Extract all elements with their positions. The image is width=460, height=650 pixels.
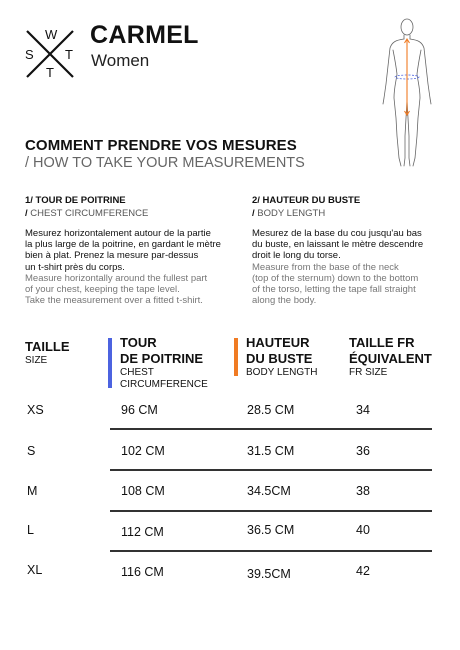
row-divider <box>110 469 432 471</box>
row-divider <box>110 510 432 512</box>
chest-section-subtitle: / CHEST CIRCUMFERENCE <box>25 208 149 219</box>
row-s-size: S <box>27 444 36 458</box>
row-xs-chest: 96 CM <box>121 403 158 417</box>
row-m-chest: 108 CM <box>121 484 165 498</box>
row-xs-size: XS <box>27 403 44 417</box>
chest-section <box>25 195 235 306</box>
logo-letter-right: T <box>65 47 73 62</box>
body-silhouette-measurement-icon <box>372 18 442 168</box>
row-l-length: 36.5 CM <box>247 523 295 537</box>
page-heading: COMMENT PRENDRE VOS MESURES <box>25 137 297 154</box>
row-l-size: L <box>27 523 34 537</box>
row-divider <box>110 550 432 552</box>
header-size: TAILLE SIZE <box>25 339 70 366</box>
chest-instructions-en: Measure horizontally around the fullest part of your chest, keeping the tape level. Take the measurement over a fitted t-shirt. <box>25 272 208 307</box>
logo-letter-bottom: T <box>46 65 54 80</box>
header-chest: TOUR DE POITRINE CHEST CIRCUMFERENCE <box>120 335 208 390</box>
row-m-fr: 38 <box>356 484 370 498</box>
row-l-chest: 112 CM <box>121 525 164 539</box>
body-length-accent-bar <box>234 338 238 376</box>
row-s-chest: 102 CM <box>121 444 165 458</box>
product-title: CARMEL <box>90 21 199 49</box>
row-m-length: 34.5CM <box>247 484 291 498</box>
row-s-fr: 36 <box>356 444 370 458</box>
row-xl-size: XL <box>27 563 43 577</box>
row-l-fr: 40 <box>356 523 370 537</box>
chest-accent-bar <box>108 338 112 388</box>
page-heading-english: / HOW TO TAKE YOUR MEASUREMENTS <box>25 155 305 171</box>
row-xl-chest: 116 CM <box>121 565 164 579</box>
logo-letter-left: S <box>25 47 34 62</box>
row-xs-fr: 34 <box>356 403 370 417</box>
row-xl-fr: 42 <box>356 564 370 578</box>
row-divider <box>110 428 432 430</box>
row-s-length: 31.5 CM <box>247 444 295 458</box>
body-length-section <box>252 195 452 306</box>
body-length-section-title: 2/ HAUTEUR DU BUSTE <box>252 195 361 206</box>
header-fr-size: TAILLE FR ÉQUIVALENT FR SIZE <box>349 335 432 378</box>
row-xs-length: 28.5 CM <box>247 403 295 417</box>
body-length-instructions-fr: Mesurez de la base du cou jusqu'au bas du buste, en laissant le mètre descendre droit le long du torse. <box>252 228 424 262</box>
chest-section-title: 1/ TOUR DE POITRINE <box>25 195 126 206</box>
row-m-size: M <box>27 484 38 498</box>
row-xl-length: 39.5CM <box>247 567 291 581</box>
chest-instructions-fr: Mesurez horizontalement autour de la partie la plus large de la poitrine, en gardant le mètre bien à plat. Prenez la mesure par-dessus un t-shirt près du corps. <box>25 228 221 273</box>
brand-logo <box>24 28 76 80</box>
header-body-length: HAUTEUR DU BUSTE BODY LENGTH <box>246 335 318 378</box>
product-category: Women <box>91 51 150 70</box>
body-length-instructions-en: Measure from the base of the neck (top of the sternum) down to the bottom of the torso, letting the tape fall straight along the body. <box>252 261 419 307</box>
logo-letter-top: W <box>45 27 58 42</box>
body-length-section-subtitle: / BODY LENGTH <box>252 208 326 219</box>
